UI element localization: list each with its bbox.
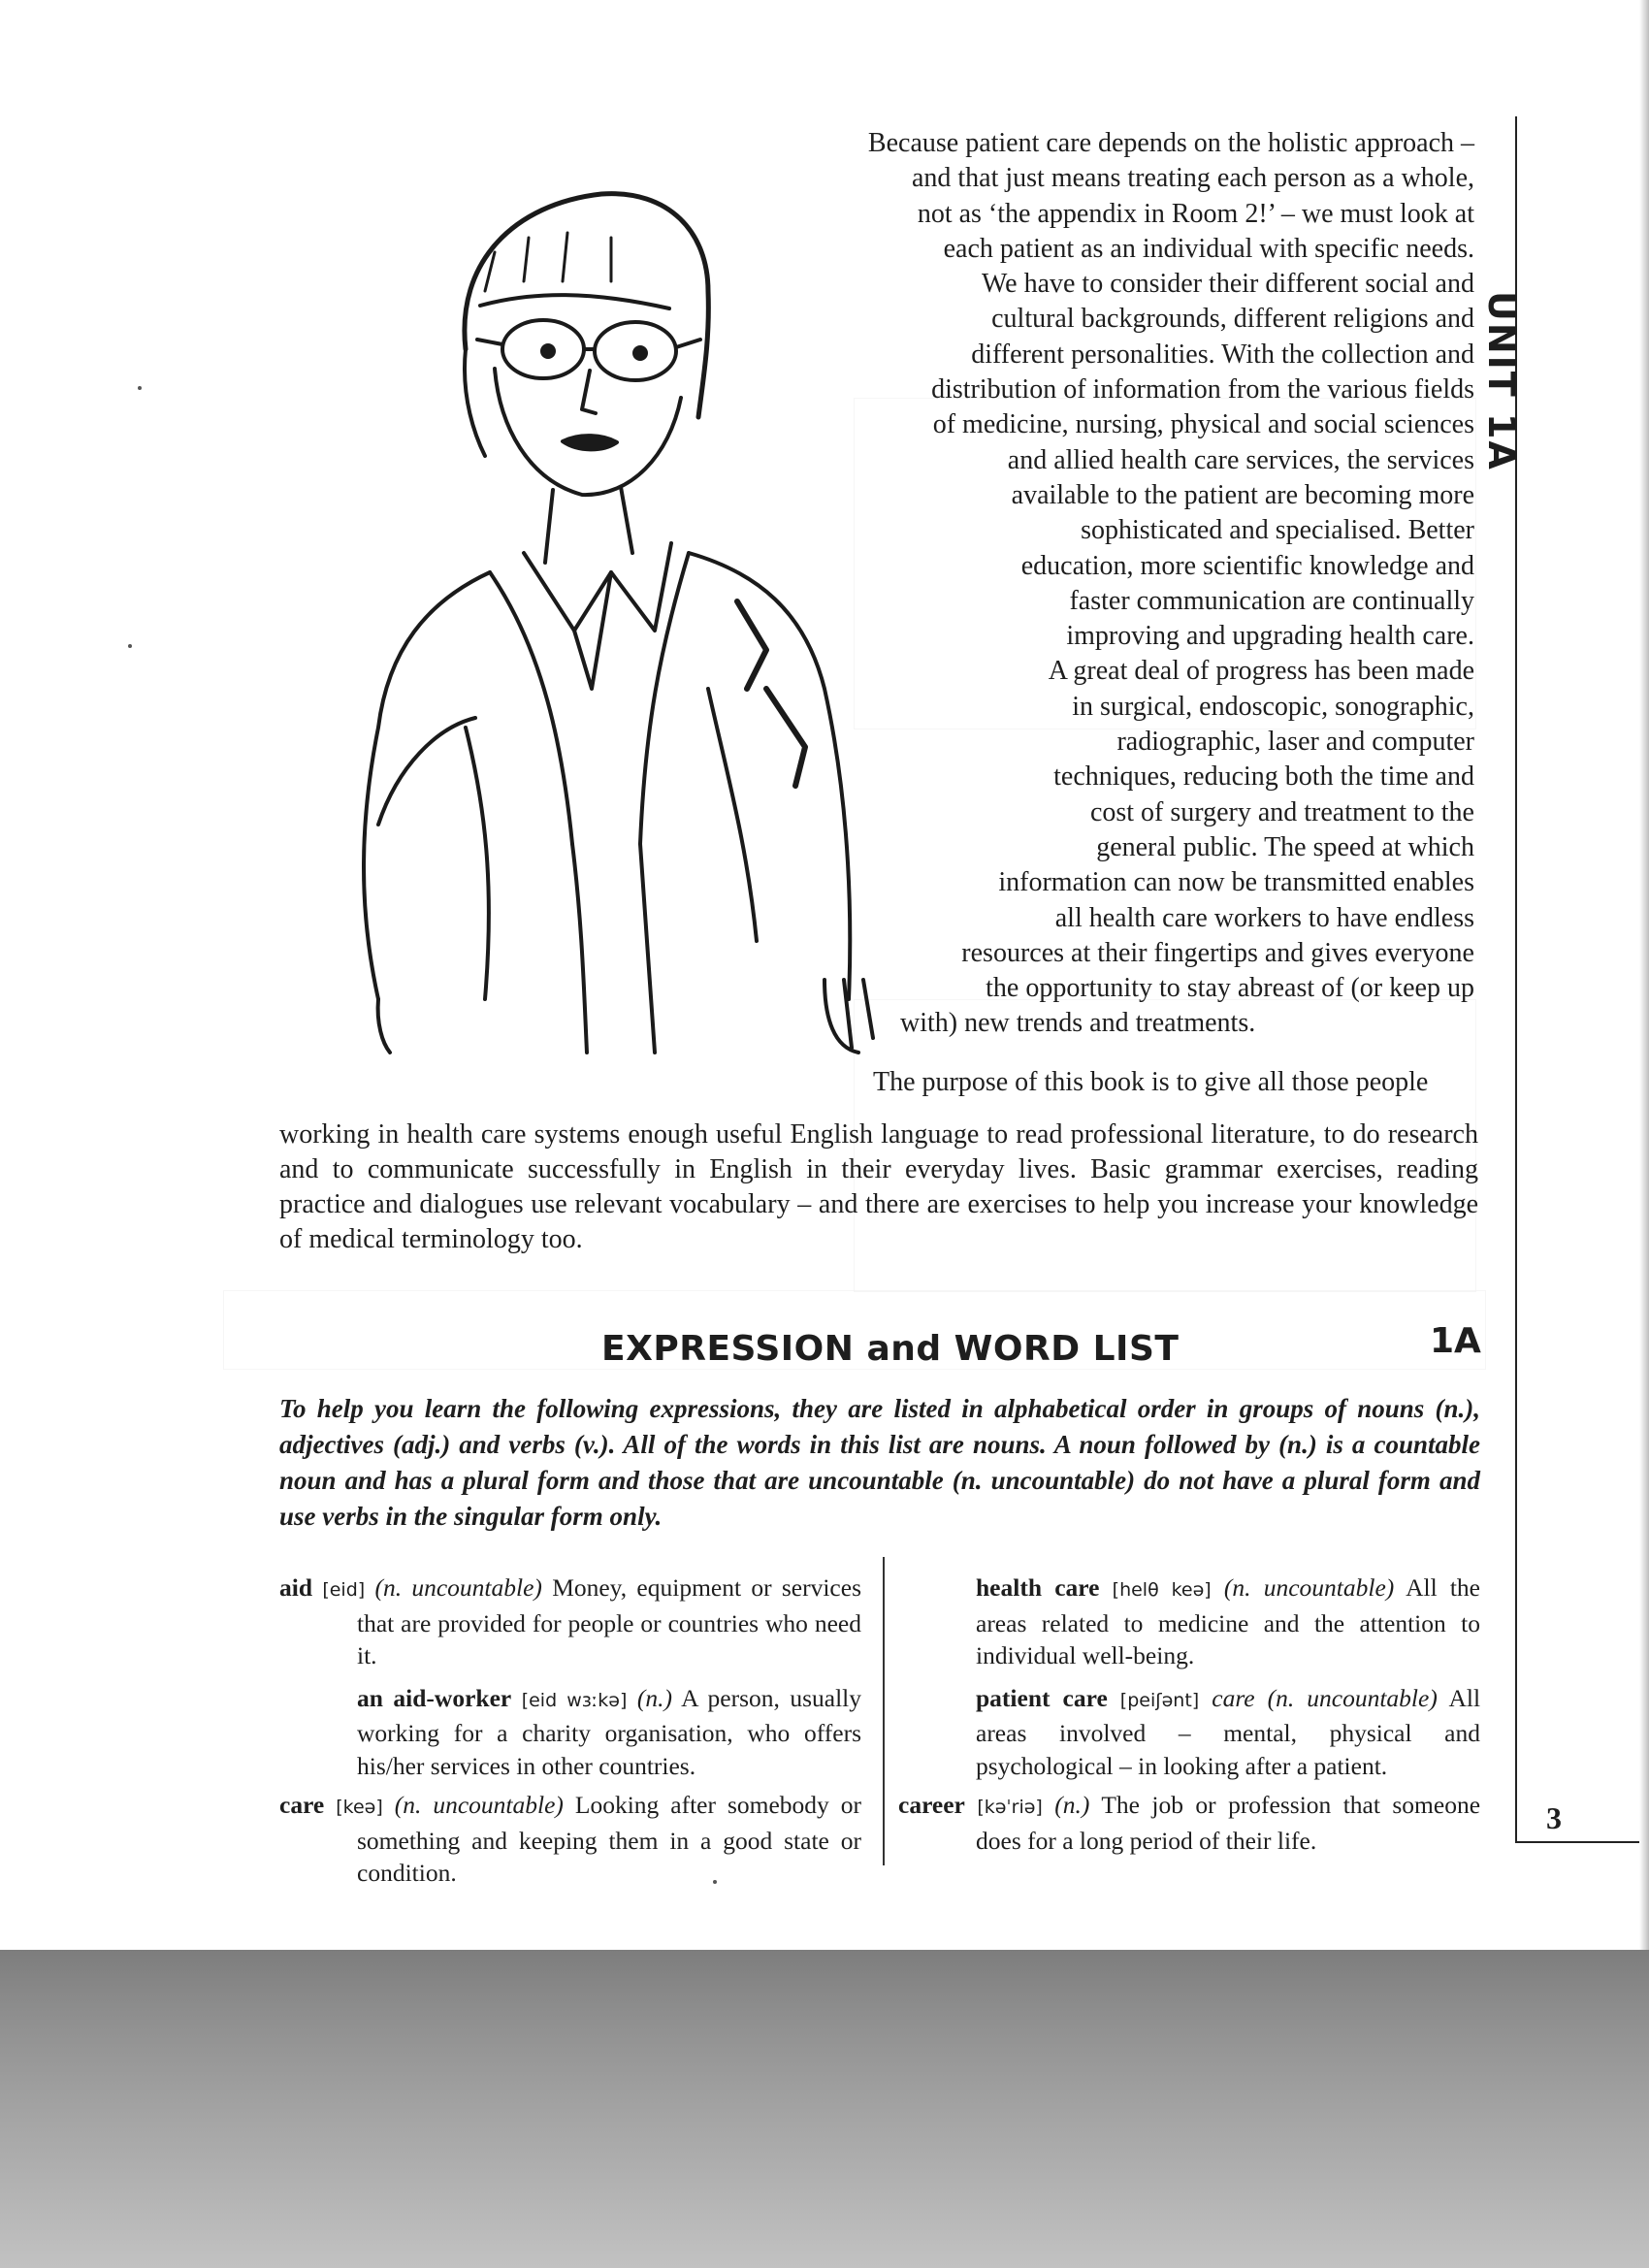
word-list-left-column xyxy=(279,1571,861,1896)
grammar-tag: (n. uncountable) xyxy=(394,1791,564,1819)
grammar-tag: (n.) xyxy=(1054,1791,1090,1819)
headword: aid xyxy=(279,1573,313,1602)
paragraph-line: of medicine, nursing, physical and social sciences xyxy=(932,409,1474,440)
word-entry xyxy=(898,1682,1480,1783)
paragraph-line: the opportunity to stay abreast of (or keep up xyxy=(986,973,1474,1004)
word-entry xyxy=(898,1789,1480,1857)
paragraph-line: and that just means treating each person as a whole, xyxy=(911,163,1474,194)
pronunciation: [eid] xyxy=(322,1579,366,1601)
headword: patient care xyxy=(976,1683,1108,1712)
pronunciation: [helθ keə] xyxy=(1112,1579,1212,1601)
pronunciation: [keə] xyxy=(336,1797,383,1818)
paragraph-line: radiographic, laser and computer xyxy=(1116,727,1474,758)
section-intro: To help you learn the following expressions, they are listed in alphabetical order in groups of nouns (n.), adjectives (adj.) and verbs (v.). All of the words in this list are nouns. A noun followed by (n.) is a countable noun and has a plural form and those that are uncountable (n. uncountable) do not have a plural form and use verbs in the singular form only. xyxy=(279,1394,1480,1531)
grammar-tag: (n.) xyxy=(636,1683,672,1712)
paragraph-line: not as ‘the appendix in Room 2!’ – we must look at xyxy=(917,198,1474,229)
headword: health care xyxy=(976,1573,1100,1602)
paragraph-line: resources at their fingertips and gives everyone xyxy=(961,937,1474,968)
paragraph-line: in surgical, endoscopic, sonographic, xyxy=(1072,691,1474,722)
intro-paragraph xyxy=(776,126,1474,1042)
grammar-tag: (n. uncountable) xyxy=(374,1573,542,1602)
definition: A person, usually working for a charity organisation, who offers his/her services in other countries. xyxy=(357,1683,862,1780)
paragraph-line: available to the patient are becoming more xyxy=(1011,479,1474,510)
pronunciation: [kəˈriə] xyxy=(977,1797,1043,1818)
word-entry xyxy=(279,1789,861,1890)
paragraph-line: improving and upgrading health care. xyxy=(1066,621,1474,652)
paragraph-line: sophisticated and specialised. Better xyxy=(1081,515,1474,546)
purpose-paragraph: working in health care systems enough useful English language to read professional literature, to do research and to communicate successfully in English in their everyday lives. Basic grammar exercises, reading practice and dialogues use relevant vocabulary – and there are exercises to help you increase your knowledge of medical terminology too. xyxy=(279,1119,1478,1254)
paragraph-line: techniques, reducing both the time and xyxy=(1053,761,1474,793)
paragraph-line: with) new trends and treatments. xyxy=(900,1008,1256,1039)
purpose-paragraph-first-line: The purpose of this book is to give all those people xyxy=(873,1067,1429,1097)
word-entry xyxy=(898,1571,1480,1672)
page-number-rule xyxy=(1517,1841,1649,1843)
definition: Looking after somebody or something and keeping them in a good state or condition. xyxy=(357,1791,862,1887)
paragraph-line: and allied health care services, the services xyxy=(1007,444,1474,475)
pronunciation: [eid wɜːkə] xyxy=(521,1689,628,1711)
word-entry xyxy=(279,1682,861,1783)
definition: The job or profession that someone does for a long period of their life. xyxy=(976,1791,1481,1855)
paragraph-line: general public. The speed at which xyxy=(1096,831,1474,862)
paragraph-line: faster communication are continually xyxy=(1069,585,1474,616)
paragraph-line: cost of surgery and treatment to the xyxy=(1089,796,1474,827)
grammar-tag: care (n. uncountable) xyxy=(1212,1683,1438,1712)
unit-label: UNIT 1A xyxy=(1480,291,1523,471)
section-title: EXPRESSION and WORD LIST xyxy=(601,1329,1180,1369)
paragraph-line: all health care workers to have endless xyxy=(1054,902,1474,933)
definition: Money, equipment or services that are provided for people or countries who need it. xyxy=(357,1573,861,1669)
paragraph-line: We have to consider their different social and xyxy=(981,269,1474,300)
paragraph-line: each patient as an individual with specific needs. xyxy=(943,233,1474,264)
page-number: 3 xyxy=(1546,1800,1562,1835)
scanner-shadow xyxy=(0,1950,1649,2268)
page-edge-shadow xyxy=(1639,0,1649,1950)
scan-speck xyxy=(138,386,142,390)
scan-speck xyxy=(128,644,132,648)
paragraph-line: Because patient care depends on the holistic approach – xyxy=(867,128,1474,158)
grammar-tag: (n. uncountable) xyxy=(1223,1573,1395,1602)
paragraph-line: different personalities. With the collection and xyxy=(971,339,1474,370)
pronunciation: [peiʃənt] xyxy=(1119,1689,1200,1711)
headword: career xyxy=(898,1791,965,1819)
headword: an aid-worker xyxy=(357,1683,512,1712)
column-divider xyxy=(883,1557,885,1865)
paragraph-line: information can now be transmitted enables xyxy=(998,867,1474,898)
word-entry xyxy=(279,1571,861,1672)
scan-speck xyxy=(713,1880,717,1884)
headword: care xyxy=(279,1791,325,1819)
definition: All the areas related to medicine and the attention to individual well-being. xyxy=(976,1573,1480,1669)
paragraph-line: cultural backgrounds, different religions and xyxy=(991,304,1474,335)
section-code: 1A xyxy=(1430,1321,1481,1361)
paragraph-line: distribution of information from the various fields xyxy=(931,374,1474,405)
paragraph-line: education, more scientific knowledge and xyxy=(1020,550,1474,581)
definition: All areas involved – mental, physical and psychological – in looking after a patient. xyxy=(976,1683,1481,1780)
paragraph-line: A great deal of progress has been made xyxy=(1048,656,1474,687)
word-list-right-column xyxy=(898,1562,1480,1863)
